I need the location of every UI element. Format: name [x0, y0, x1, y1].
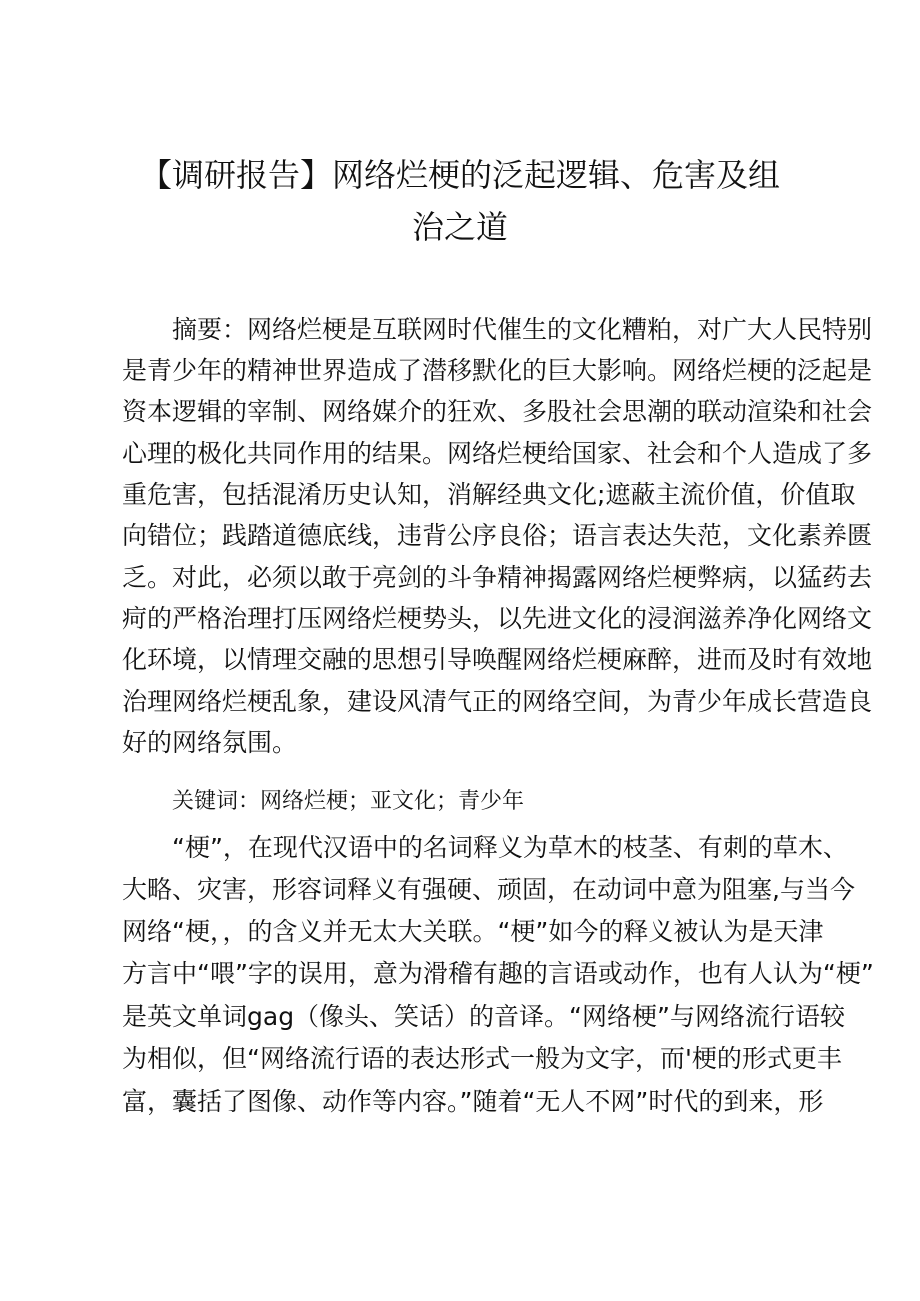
- abstract-line: 心理的极化共同作用的结果。网络烂梗给国家、社会和个人造成了多: [122, 439, 873, 468]
- body-line: 方言中“喂”字的误用，意为滑稽有趣的言语或动作，也有人认为“梗”: [122, 959, 874, 988]
- abstract-line: 摘要：网络烂梗是互联网时代催生的文化糟粕，对广大人民特别: [172, 315, 873, 344]
- keywords-line: 关键词：网络烂梗；亚文化；青少年: [172, 789, 525, 814]
- body-line: 网络“梗，，的含义并无太大关联。“梗”如今的释义被认为是天津: [122, 917, 824, 946]
- title-line-2: 治之道: [411, 208, 508, 246]
- body-line: 为相似，但“网络流行语的表达形式一般为文字，而'梗的形式更丰: [122, 1044, 842, 1073]
- abstract-line: 好的网络氛围。: [122, 728, 298, 757]
- body-line: “梗”，在现代汉语中的名词释义为草木的枝茎、有刺的草木、: [172, 833, 848, 862]
- title-line-1: 【调研报告】网络烂梗的泛起逻辑、危害及组: [139, 156, 780, 194]
- abstract-line: 化环境，以情理交融的思想引导唤醒网络烂梗麻醉，进而及时有效地: [122, 645, 873, 674]
- abstract-line: 资本逻辑的宰制、网络媒介的狂欢、多股社会思潮的联动渲染和社会: [122, 397, 873, 426]
- abstract-line: 重危害，包括混淆历史认知，消解经典文化;遮蔽主流价值，价值取: [122, 480, 856, 509]
- body-line: 富，囊括了图像、动作等内容。”随着“无人不网”时代的到来，形: [122, 1087, 824, 1116]
- abstract-line: 疴的严格治理打压网络烂梗势头，以先进文化的浸润滋养净化网络文: [122, 604, 873, 633]
- abstract-line: 是青少年的精神世界造成了潜移默化的巨大影响。网络烂梗的泛起是: [122, 356, 873, 385]
- body-line: 大略、灾害，形容词释义有强硬、顽固，在动词中意为阻塞,与当今: [122, 875, 855, 904]
- abstract-line: 乏。对此，必须以敢于亮剑的斗争精神揭露网络烂梗弊病，以猛药去: [122, 563, 873, 592]
- body-line: 是英文单词gag（像头、笑话）的音译。“网络梗”与网络流行语较: [122, 1002, 845, 1031]
- abstract-line: 治理网络烂梗乱象，建设风清气正的网络空间，为青少年成长营造良: [122, 687, 873, 716]
- abstract-line: 向错位；践踏道德底线，违背公序良俗；语言表达失范，文化素养匮: [122, 521, 873, 550]
